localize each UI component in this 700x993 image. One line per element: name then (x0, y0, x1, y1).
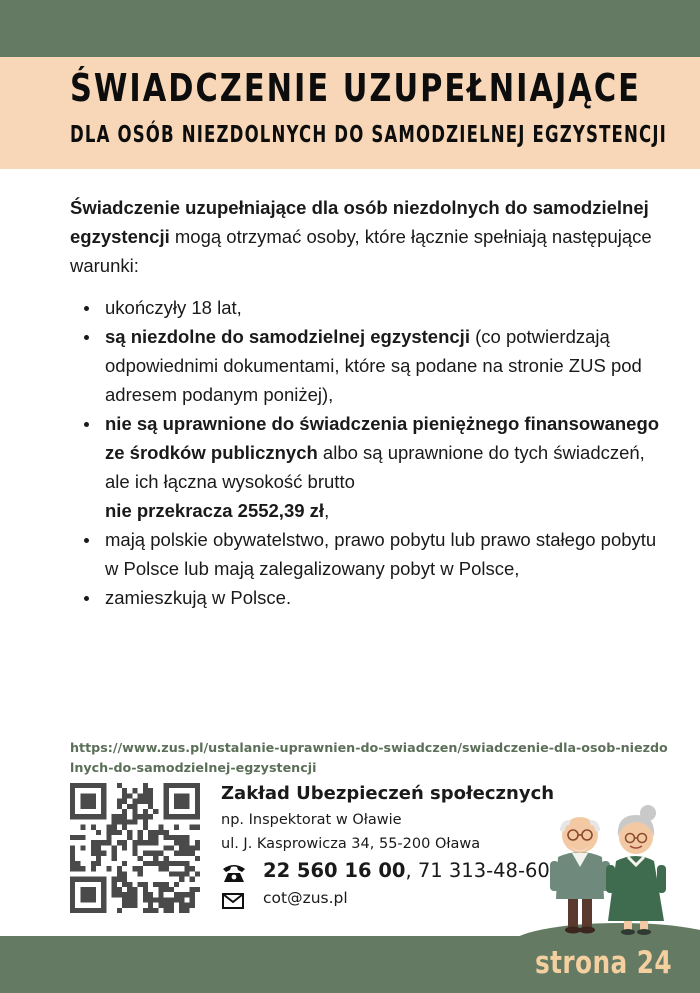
phone-numbers (263, 859, 550, 882)
phone-icon (221, 862, 247, 884)
condition-item-age (70, 293, 670, 322)
intro-text: mogą otrzymać osoby, które łącznie spełniają następujące warunki: (70, 226, 652, 276)
page-number: strona 24 (535, 945, 673, 981)
organization-name: Zakład Ubezpieczeń społecznych (221, 783, 555, 804)
condition-text: , (324, 500, 330, 521)
page-subtitle: DLA OSÓB NIEZDOLNYCH DO SAMODZIELNEJ EGZYSTENCJI (70, 122, 667, 148)
phone-secondary[interactable]: , 71 313-48-60 (405, 859, 550, 882)
condition-text: mają polskie obywatelstwo, prawo pobytu lub prawo stałego pobytu w Polsce lub mają zalegalizowany pobyt w Polsce, (105, 529, 657, 579)
condition-bold-amount: nie przekracza 2552,39 zł (105, 500, 325, 521)
qr-code (70, 783, 200, 913)
conditions-list (70, 293, 670, 612)
elderly-couple-illustration (520, 795, 700, 940)
top-band (0, 0, 700, 57)
condition-bold: nie są uprawnione do świadczenia pieniężnego finansowanego ze środków publicznych (105, 413, 660, 463)
condition-item-public-funds (70, 409, 670, 525)
condition-text: ukończyły 18 lat, (105, 297, 242, 318)
office-address: ul. J. Kasprowicza 34, 55-200 Oława (221, 836, 481, 852)
condition-item-citizenship (70, 525, 670, 583)
intro-paragraph (70, 193, 670, 280)
envelope-icon (222, 893, 244, 909)
condition-text: (co potwierdzają odpowiednimi dokumentami, które są podane na stronie ZUS pod adresem podanym poniżej), (105, 326, 642, 405)
condition-bold: są niezdolne do samodzielnej egzystencji (105, 326, 470, 347)
email-link[interactable]: cot@zus.pl (263, 889, 348, 907)
condition-item-residence (70, 583, 670, 612)
condition-text: albo są uprawnione do tych świadczeń, ale ich łączna wysokość brutto (105, 442, 645, 492)
office-name: np. Inspektorat w Oławie (221, 812, 402, 828)
condition-text: zamieszkują w Polsce. (105, 587, 292, 608)
condition-item-incapacity (70, 322, 670, 409)
zus-url-link[interactable]: https://www.zus.pl/ustalanie-uprawnien-do-swiadczen/swiadczenie-dla-osob-niezdolnych-do-samodzielnej-egzystencji (70, 740, 668, 775)
page-title: ŚWIADCZENIE UZUPEŁNIAJĄCE (70, 66, 641, 110)
phone-primary[interactable]: 22 560 16 00 (263, 859, 406, 882)
intro-bold: Świadczenie uzupełniające dla osób niezdolnych do samodzielnej egzystencji (70, 197, 649, 247)
